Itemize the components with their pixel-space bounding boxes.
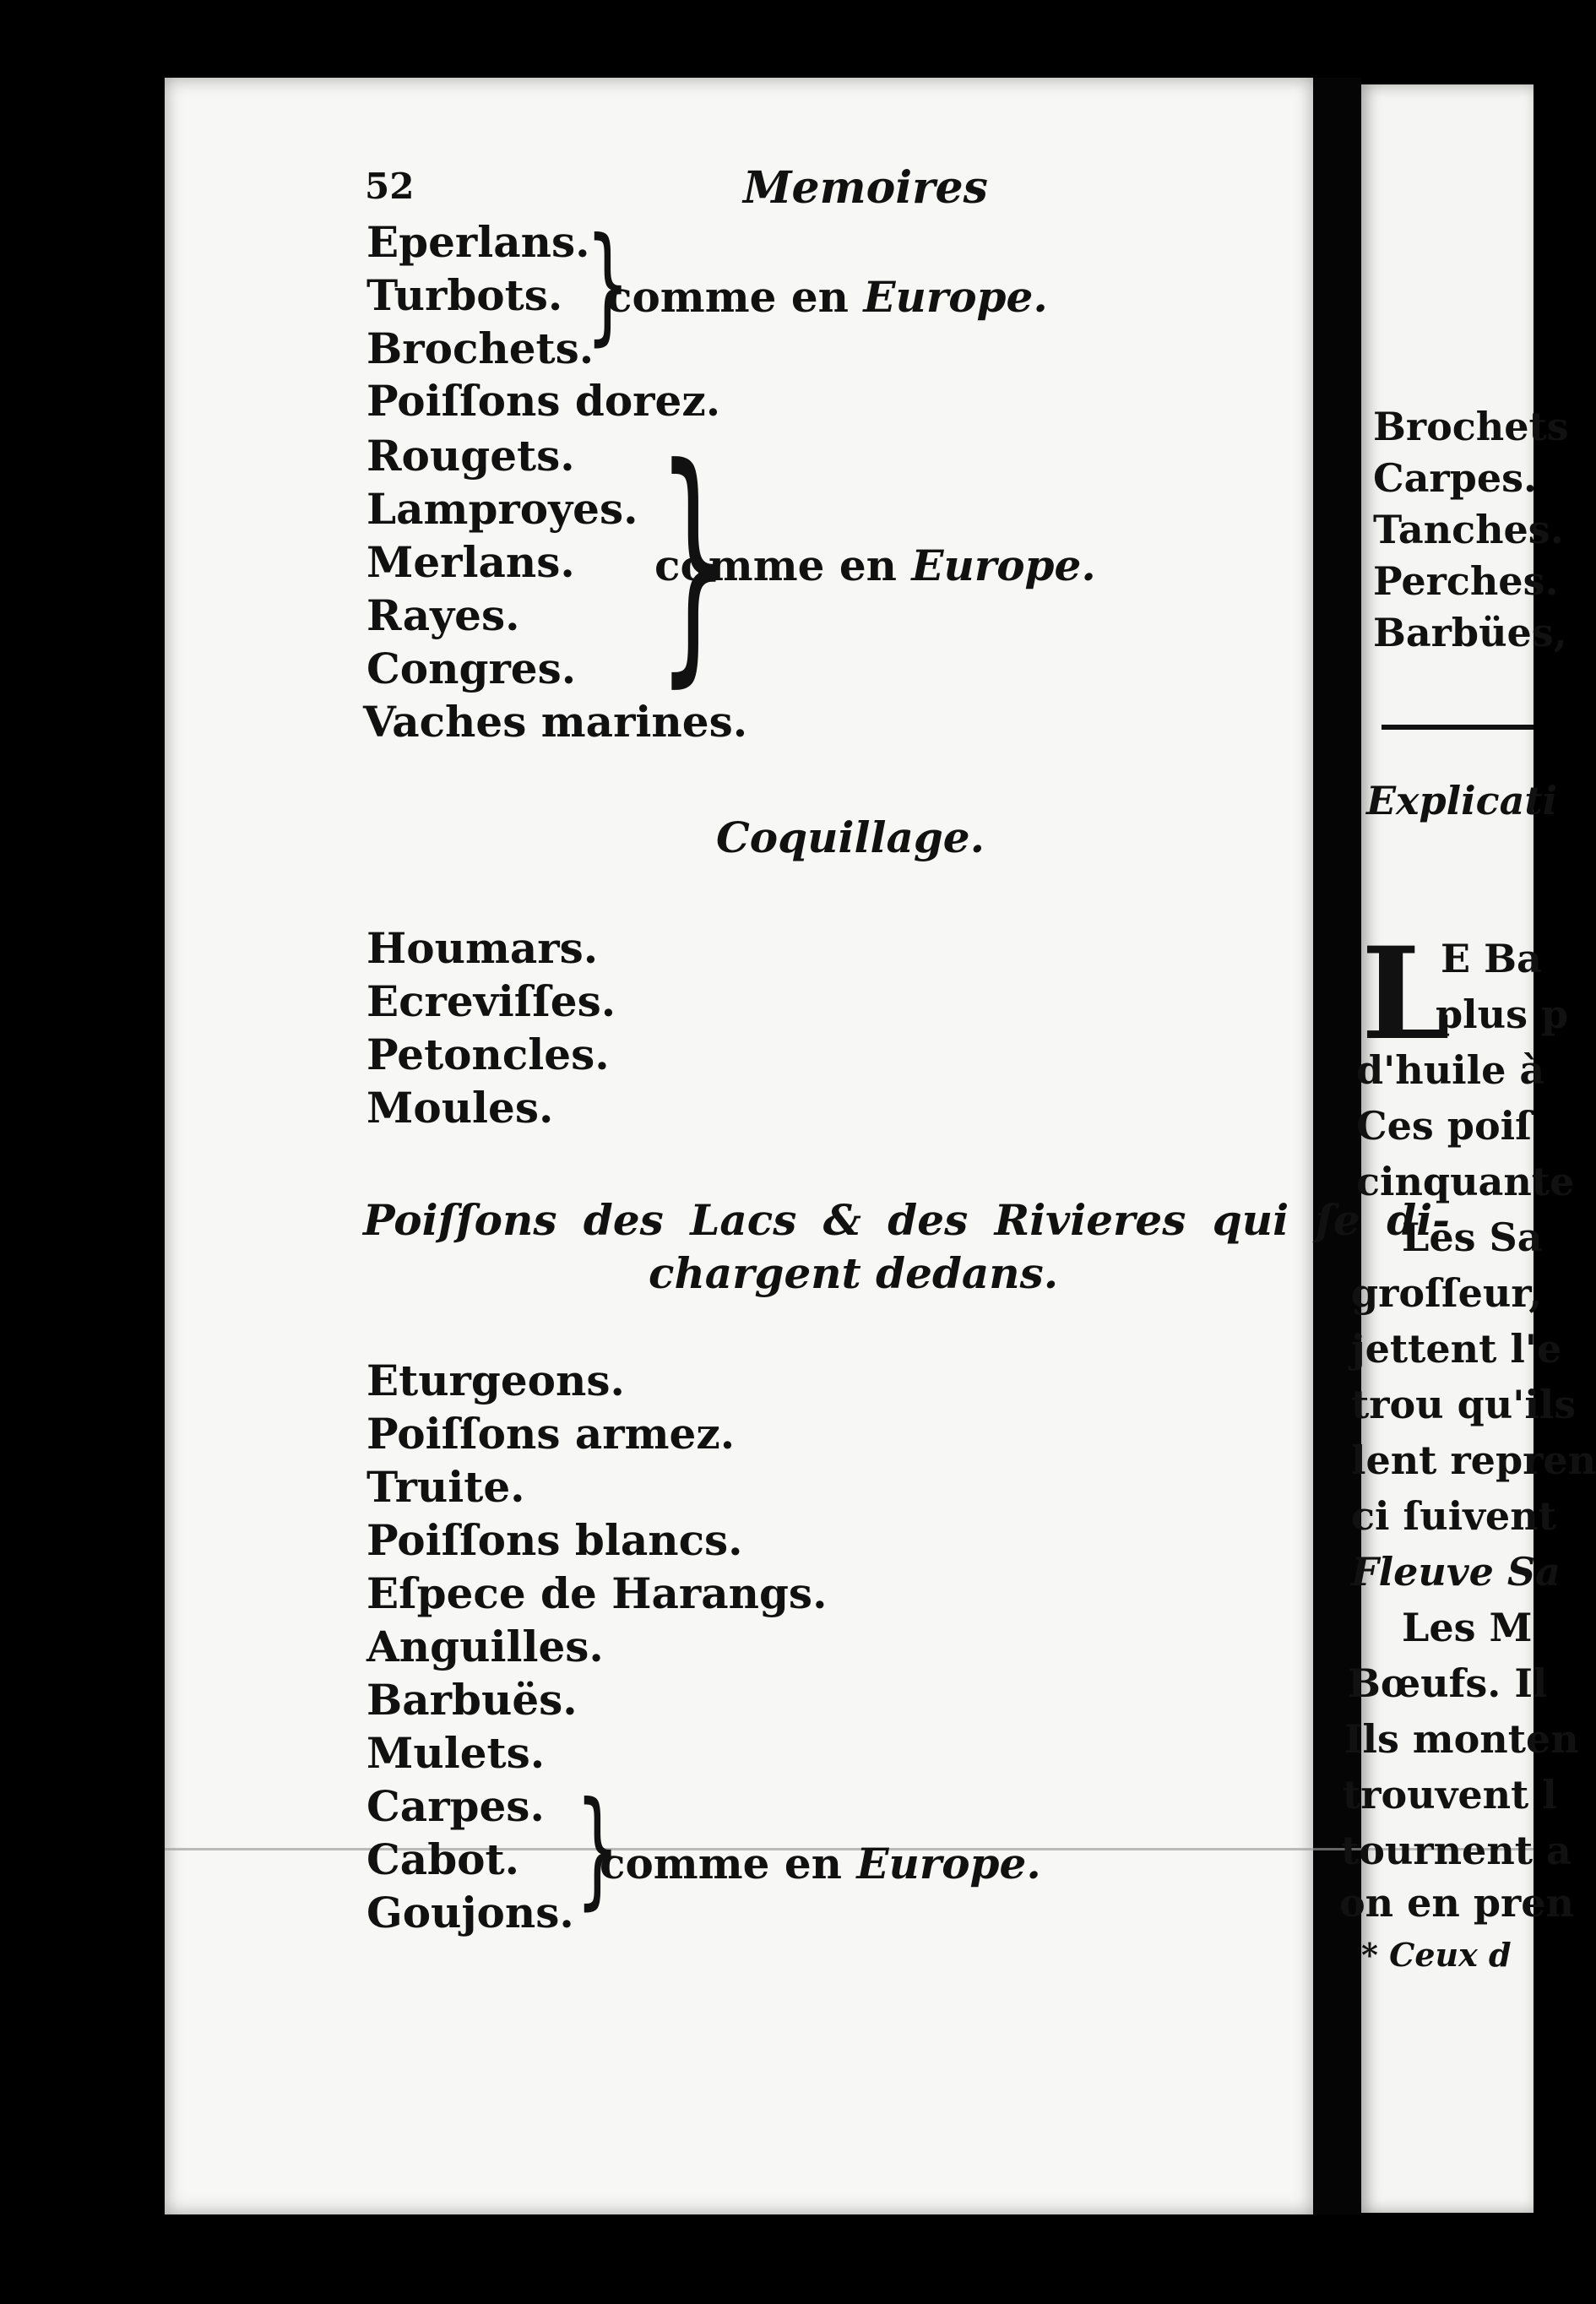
brace: }: [657, 414, 730, 709]
right-list-item: Carpes.: [1373, 455, 1537, 501]
list-item: Barbuës.: [366, 1675, 578, 1725]
right-text-line: Les Sa: [1402, 1214, 1543, 1260]
list-item: Eturgeons.: [366, 1356, 625, 1405]
right-text-line: d'huile à: [1356, 1047, 1545, 1093]
brace: }: [585, 211, 630, 358]
right-text-line: lent repren: [1351, 1437, 1596, 1483]
list-item: Eſpece de Harangs.: [366, 1568, 828, 1618]
list-item: Poiſſons armez.: [366, 1409, 736, 1459]
list-item: Mulets.: [366, 1728, 546, 1778]
list-item: Turbots.: [366, 270, 563, 320]
list-item: Goujons.: [366, 1888, 574, 1937]
right-text-line: Fleuve Sa: [1351, 1549, 1561, 1595]
comme-en-europe: comme en Europe.: [600, 1839, 1041, 1888]
right-text-line: Ils monten: [1344, 1716, 1579, 1762]
brace: }: [575, 1775, 620, 1922]
running-head: Memoires: [743, 162, 988, 214]
right-text-line: plus p: [1436, 992, 1569, 1037]
list-item: Lamproyes.: [366, 484, 638, 534]
list-item: Congres.: [366, 644, 577, 693]
right-list-item: Barbües,: [1373, 610, 1567, 655]
section-heading: Poiſſons des Lacs & des Rivieres qui ſe di-: [363, 1195, 1450, 1245]
right-heading: Explicati: [1366, 778, 1558, 823]
list-item: Poiſſons dorez.: [366, 376, 721, 426]
right-text-line: E Ba: [1441, 936, 1542, 981]
list-item: Carpes.: [366, 1781, 545, 1831]
list-item: Eperlans.: [366, 217, 590, 267]
right-text-line: groſſeur,: [1351, 1270, 1543, 1316]
right-text-line: ci ſuivent: [1351, 1493, 1556, 1539]
right-text-line: jettent l'e: [1351, 1326, 1562, 1372]
list-item: Ecreviſſes.: [366, 976, 616, 1026]
list-item: Petoncles.: [366, 1030, 610, 1079]
right-list-item: Tanches.: [1373, 507, 1564, 552]
list-item: Rougets.: [366, 431, 575, 481]
right-footnote: * Ceux d: [1361, 1936, 1512, 1974]
list-item: Cabot.: [366, 1834, 520, 1884]
page-number: 52: [365, 166, 415, 207]
right-text-line: Ces poiſ: [1356, 1103, 1532, 1149]
comme-en-europe: comme en Europe.: [654, 541, 1096, 590]
list-item: Vaches marines.: [363, 697, 748, 747]
right-text-line: tournent a: [1341, 1828, 1572, 1873]
right-text-line: trou qu'ils: [1351, 1382, 1577, 1427]
list-item: Anguilles.: [366, 1622, 604, 1671]
right-list-item: Perches.: [1373, 558, 1559, 604]
list-item: Moules.: [366, 1083, 554, 1133]
section-heading: Coquillage.: [716, 812, 985, 862]
comme-en-europe: comme en Europe.: [606, 272, 1048, 322]
drop-cap: L: [1361, 920, 1451, 1068]
right-text-line: on en pren: [1339, 1880, 1574, 1926]
right-list-item: Brochets: [1373, 404, 1569, 449]
right-text-line: trouvent l: [1343, 1772, 1557, 1818]
list-item: Brochets.: [366, 323, 594, 373]
right-text-line: Bœufs. Il: [1348, 1660, 1548, 1706]
right-text-line: Les M: [1402, 1605, 1533, 1650]
list-item: Truite.: [366, 1462, 525, 1512]
list-item: Rayes.: [366, 590, 520, 640]
left-page: [165, 78, 1313, 2214]
section-heading-continued: chargent dedans.: [649, 1248, 1059, 1298]
right-text-line: cinquante: [1356, 1159, 1575, 1204]
list-item: Merlans.: [366, 537, 575, 587]
list-item: Poiſſons blancs.: [366, 1515, 743, 1565]
list-item: Houmars.: [366, 923, 599, 973]
horizontal-rule: [1382, 725, 1534, 730]
